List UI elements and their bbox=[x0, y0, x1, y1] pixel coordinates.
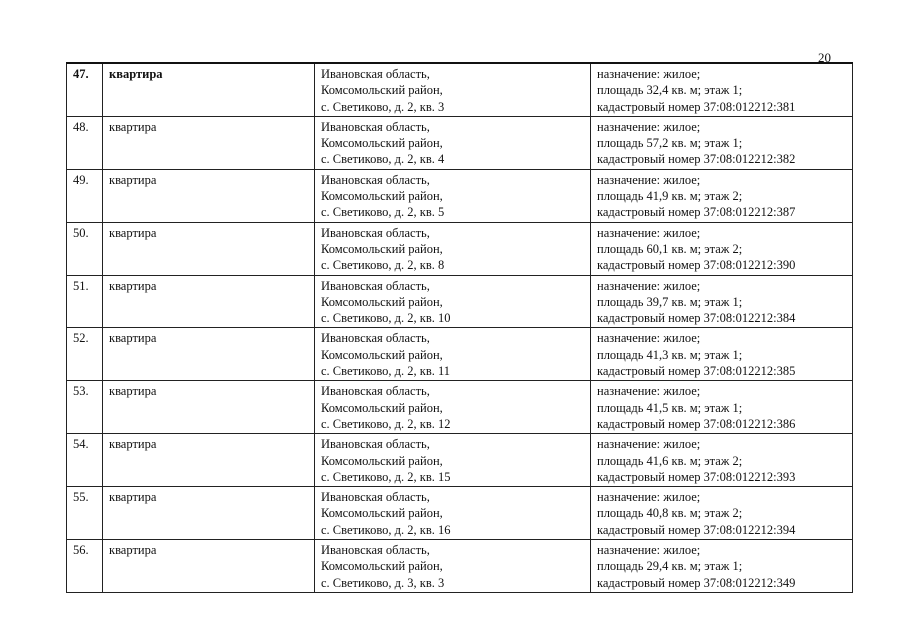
property-characteristics bbox=[591, 487, 853, 540]
row-number: 56. bbox=[67, 540, 103, 593]
row-number: 54. bbox=[67, 434, 103, 487]
characteristic-line: назначение: жилое; bbox=[597, 490, 701, 505]
property-address bbox=[315, 63, 591, 116]
property-characteristics bbox=[591, 275, 853, 328]
property-type: квартира bbox=[103, 487, 315, 540]
address-line: Комсомольский район, bbox=[321, 189, 443, 204]
characteristic-line: площадь 60,1 кв. м; этаж 2; bbox=[597, 241, 743, 256]
property-type: квартира bbox=[103, 328, 315, 381]
row-number: 47. bbox=[67, 63, 103, 116]
property-characteristics bbox=[591, 222, 853, 275]
characteristic-line: назначение: жилое; bbox=[597, 331, 701, 346]
table-row bbox=[67, 222, 853, 275]
table-row bbox=[67, 169, 853, 222]
address-line: Ивановская область, bbox=[321, 119, 430, 134]
row-number: 53. bbox=[67, 381, 103, 434]
characteristic-line: площадь 41,5 кв. м; этаж 1; bbox=[597, 400, 743, 415]
address-line: Ивановская область, bbox=[321, 225, 430, 240]
table-row bbox=[67, 63, 853, 116]
characteristic-line: назначение: жилое; bbox=[597, 278, 701, 293]
characteristic-line: кадастровый номер 37:08:012212:382 bbox=[597, 152, 796, 167]
address-line: Комсомольский район, bbox=[321, 136, 443, 151]
property-characteristics bbox=[591, 328, 853, 381]
address-line: Комсомольский район, bbox=[321, 347, 443, 362]
address-line: с. Светиково, д. 2, кв. 16 bbox=[321, 522, 451, 537]
characteristic-line: площадь 32,4 кв. м; этаж 1; bbox=[597, 83, 743, 98]
property-characteristics bbox=[591, 116, 853, 169]
property-address bbox=[315, 222, 591, 275]
property-address bbox=[315, 381, 591, 434]
characteristic-line: назначение: жилое; bbox=[597, 119, 701, 134]
address-line: с. Светиково, д. 2, кв. 12 bbox=[321, 416, 451, 431]
property-characteristics bbox=[591, 169, 853, 222]
property-address bbox=[315, 487, 591, 540]
property-characteristics bbox=[591, 381, 853, 434]
characteristic-line: назначение: жилое; bbox=[597, 225, 701, 240]
row-number: 48. bbox=[67, 116, 103, 169]
characteristic-line: площадь 29,4 кв. м; этаж 1; bbox=[597, 559, 743, 574]
address-line: с. Светиково, д. 2, кв. 5 bbox=[321, 205, 445, 220]
property-characteristics bbox=[591, 540, 853, 593]
characteristic-line: назначение: жилое; bbox=[597, 543, 701, 558]
address-line: Комсомольский район, bbox=[321, 241, 443, 256]
property-characteristics bbox=[591, 434, 853, 487]
address-line: Ивановская область, bbox=[321, 172, 430, 187]
property-address bbox=[315, 328, 591, 381]
table-row bbox=[67, 540, 853, 593]
row-number: 55. bbox=[67, 487, 103, 540]
property-type: квартира bbox=[103, 222, 315, 275]
address-line: Ивановская область, bbox=[321, 331, 430, 346]
table-row bbox=[67, 434, 853, 487]
property-address bbox=[315, 169, 591, 222]
row-number: 51. bbox=[67, 275, 103, 328]
address-line: Комсомольский район, bbox=[321, 294, 443, 309]
characteristic-line: назначение: жилое; bbox=[597, 172, 701, 187]
address-line: с. Светиково, д. 3, кв. 3 bbox=[321, 575, 445, 590]
address-line: с. Светиково, д. 2, кв. 4 bbox=[321, 152, 445, 167]
characteristic-line: кадастровый номер 37:08:012212:385 bbox=[597, 364, 796, 379]
property-type: квартира bbox=[103, 540, 315, 593]
property-characteristics bbox=[591, 63, 853, 116]
address-line: с. Светиково, д. 2, кв. 3 bbox=[321, 99, 445, 114]
characteristic-line: площадь 41,6 кв. м; этаж 2; bbox=[597, 453, 743, 468]
characteristic-line: назначение: жилое; bbox=[597, 437, 701, 452]
address-line: с. Светиково, д. 2, кв. 8 bbox=[321, 258, 445, 273]
address-line: с. Светиково, д. 2, кв. 10 bbox=[321, 311, 451, 326]
address-line: с. Светиково, д. 2, кв. 11 bbox=[321, 364, 451, 379]
property-address bbox=[315, 116, 591, 169]
table-row bbox=[67, 275, 853, 328]
characteristic-line: кадастровый номер 37:08:012212:381 bbox=[597, 99, 796, 114]
property-type: квартира bbox=[103, 434, 315, 487]
table-row bbox=[67, 487, 853, 540]
address-line: Комсомольский район, bbox=[321, 83, 443, 98]
characteristic-line: назначение: жилое; bbox=[597, 384, 701, 399]
table-row bbox=[67, 328, 853, 381]
characteristic-line: кадастровый номер 37:08:012212:349 bbox=[597, 575, 796, 590]
characteristic-line: кадастровый номер 37:08:012212:393 bbox=[597, 469, 796, 484]
property-type: квартира bbox=[103, 275, 315, 328]
table-row bbox=[67, 116, 853, 169]
property-address bbox=[315, 275, 591, 328]
address-line: Комсомольский район, bbox=[321, 506, 443, 521]
address-line: Комсомольский район, bbox=[321, 453, 443, 468]
property-address bbox=[315, 434, 591, 487]
characteristic-line: площадь 57,2 кв. м; этаж 1; bbox=[597, 136, 743, 151]
characteristic-line: кадастровый номер 37:08:012212:394 bbox=[597, 522, 796, 537]
characteristic-line: площадь 40,8 кв. м; этаж 2; bbox=[597, 506, 743, 521]
address-line: Ивановская область, bbox=[321, 384, 430, 399]
address-line: Ивановская область, bbox=[321, 543, 430, 558]
characteristic-line: кадастровый номер 37:08:012212:384 bbox=[597, 311, 796, 326]
address-line: Комсомольский район, bbox=[321, 400, 443, 415]
property-register-table bbox=[66, 62, 853, 593]
characteristic-line: кадастровый номер 37:08:012212:387 bbox=[597, 205, 796, 220]
characteristic-line: назначение: жилое; bbox=[597, 67, 701, 81]
row-number: 52. bbox=[67, 328, 103, 381]
property-address bbox=[315, 540, 591, 593]
property-type: квартира bbox=[103, 116, 315, 169]
property-type: квартира bbox=[103, 169, 315, 222]
row-number: 50. bbox=[67, 222, 103, 275]
page-number: 20 bbox=[818, 50, 831, 65]
row-number: 49. bbox=[67, 169, 103, 222]
characteristic-line: площадь 41,9 кв. м; этаж 2; bbox=[597, 189, 743, 204]
characteristic-line: кадастровый номер 37:08:012212:386 bbox=[597, 416, 796, 431]
property-type: квартира bbox=[103, 381, 315, 434]
address-line: Комсомольский район, bbox=[321, 559, 443, 574]
address-line: с. Светиково, д. 2, кв. 15 bbox=[321, 469, 451, 484]
table-row bbox=[67, 381, 853, 434]
address-line: Ивановская область, bbox=[321, 67, 430, 81]
address-line: Ивановская область, bbox=[321, 278, 430, 293]
address-line: Ивановская область, bbox=[321, 490, 430, 505]
characteristic-line: площадь 39,7 кв. м; этаж 1; bbox=[597, 294, 743, 309]
characteristic-line: площадь 41,3 кв. м; этаж 1; bbox=[597, 347, 743, 362]
characteristic-line: кадастровый номер 37:08:012212:390 bbox=[597, 258, 796, 273]
address-line: Ивановская область, bbox=[321, 437, 430, 452]
property-type: квартира bbox=[103, 63, 315, 116]
